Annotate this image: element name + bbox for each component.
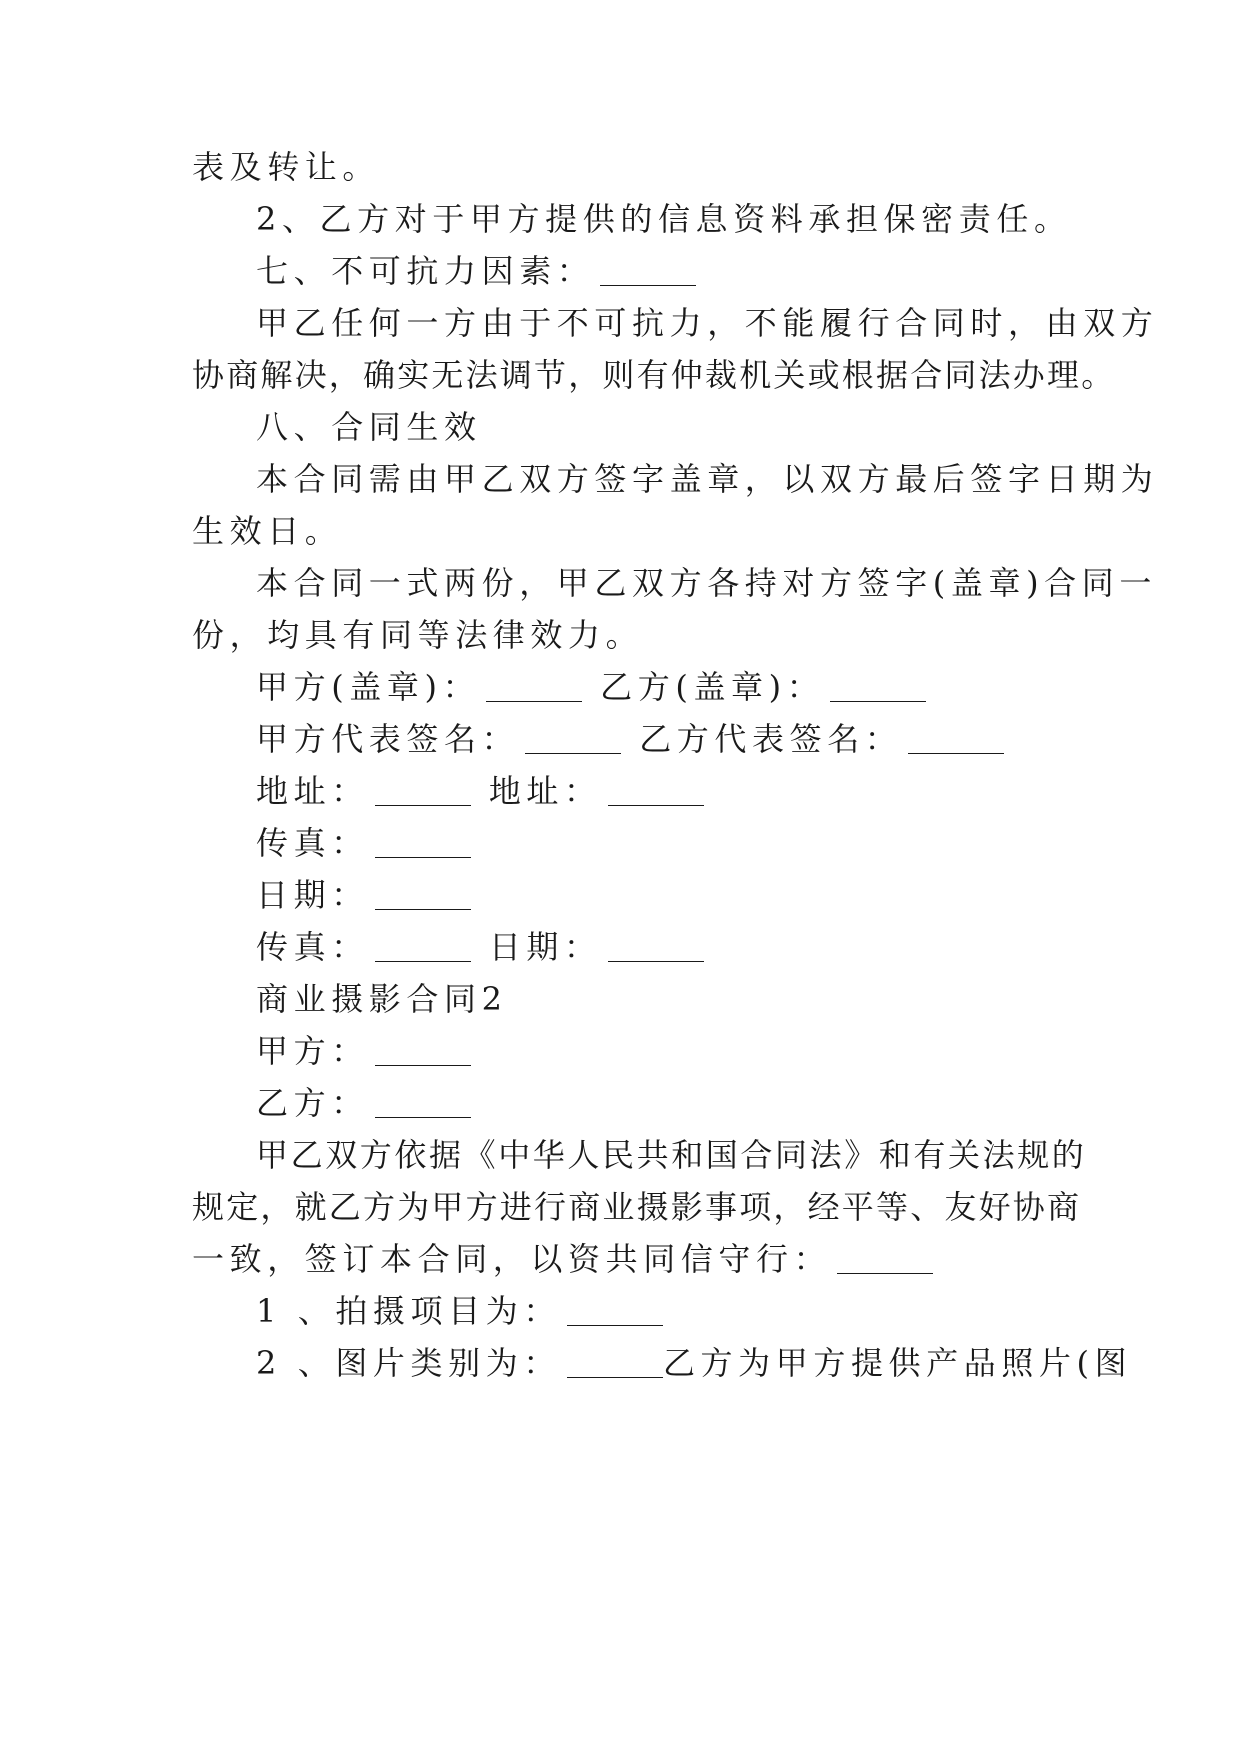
line-text: 本合同需由甲乙双方签字盖章，以双方最后签字日期为 bbox=[256, 460, 1159, 498]
fill-blank bbox=[375, 1039, 471, 1066]
fill-blank bbox=[830, 675, 926, 702]
line-text: 协商解决，确实无法调节，则有仲裁机关或根据合同法办理。 bbox=[192, 356, 1116, 394]
party-a-seal-label: 甲方(盖章)： bbox=[256, 668, 481, 706]
text-line bbox=[192, 509, 1052, 553]
party-a-label: 甲方： bbox=[256, 1032, 369, 1070]
fax-line bbox=[192, 821, 1052, 865]
address-line bbox=[192, 769, 1052, 813]
text-line bbox=[192, 301, 1159, 345]
fax-label: 传真： bbox=[256, 928, 369, 966]
text-line bbox=[192, 1237, 1052, 1281]
line-text: 2、乙方对于甲方提供的信息资料承担保密责任。 bbox=[256, 200, 1072, 238]
fill-blank bbox=[567, 1299, 663, 1326]
text-line bbox=[192, 145, 1052, 189]
contract-title bbox=[192, 977, 1052, 1021]
fill-blank bbox=[608, 935, 704, 962]
fill-blank bbox=[375, 1091, 471, 1118]
line-text: 甲乙双方依据《中华人民共和国合同法》和有关法规的 bbox=[256, 1136, 1087, 1174]
section-heading bbox=[192, 405, 1052, 449]
fill-blank bbox=[375, 779, 471, 806]
text-line bbox=[192, 1133, 1087, 1177]
line-text: 一致，签订本合同，以资共同信守行： bbox=[192, 1240, 832, 1278]
address-b-label: 地址： bbox=[488, 772, 602, 810]
line-text: 商业摄影合同2 bbox=[256, 980, 508, 1018]
fill-blank bbox=[608, 779, 704, 806]
party-b-seal-label: 乙方(盖章)： bbox=[600, 668, 825, 706]
text-line bbox=[192, 561, 1157, 605]
line-text: 规定，就乙方为甲方进行商业摄影事项，经平等、友好协商 bbox=[192, 1188, 1082, 1226]
line-text: 生效日。 bbox=[192, 512, 343, 550]
party-a-rep-label: 甲方代表签名： bbox=[256, 720, 520, 758]
party-b-label: 乙方： bbox=[256, 1084, 369, 1122]
text-line bbox=[192, 197, 1072, 241]
fax-label: 传真： bbox=[256, 824, 369, 862]
date-label: 日期： bbox=[256, 876, 369, 914]
list-item bbox=[192, 1289, 1052, 1333]
list-item bbox=[192, 1341, 1133, 1385]
fill-blank bbox=[525, 727, 621, 754]
line-text: 八、合同生效 bbox=[256, 408, 482, 446]
party-b-rep-label: 乙方代表签名： bbox=[639, 720, 903, 758]
representative-line bbox=[192, 717, 1052, 761]
address-a-label: 地址： bbox=[256, 772, 369, 810]
party-a-line bbox=[192, 1029, 1052, 1073]
text-line bbox=[192, 457, 1159, 501]
section-heading bbox=[192, 249, 1052, 293]
line-text: 甲乙任何一方由于不可抗力，不能履行合同时，由双方 bbox=[256, 304, 1159, 342]
fill-blank bbox=[375, 831, 471, 858]
fill-blank bbox=[375, 935, 471, 962]
date-label: 日期： bbox=[488, 928, 602, 966]
fill-blank bbox=[486, 675, 582, 702]
fax-date-line bbox=[192, 925, 1052, 969]
date-line bbox=[192, 873, 1052, 917]
line-text: 乙方为甲方提供产品照片(图 bbox=[662, 1344, 1133, 1382]
seal-line bbox=[192, 665, 1052, 709]
line-text: 2 、图片类别为： bbox=[256, 1344, 561, 1382]
text-line bbox=[192, 613, 1052, 657]
fill-blank bbox=[567, 1351, 663, 1378]
fill-blank bbox=[908, 727, 1004, 754]
line-text: 本合同一式两份，甲乙双方各持对方签字(盖章)合同一 bbox=[256, 564, 1157, 602]
party-b-line bbox=[192, 1081, 1052, 1125]
text-line bbox=[192, 1185, 1082, 1229]
line-text: 份，均具有同等法律效力。 bbox=[192, 616, 644, 654]
line-text: 1 、拍摄项目为： bbox=[256, 1292, 561, 1330]
text-line bbox=[192, 353, 1116, 397]
line-text: 七、不可抗力因素： bbox=[256, 252, 595, 290]
fill-blank bbox=[837, 1247, 933, 1274]
fill-blank bbox=[600, 259, 696, 286]
line-text: 表及转让。 bbox=[192, 148, 381, 186]
fill-blank bbox=[375, 883, 471, 910]
